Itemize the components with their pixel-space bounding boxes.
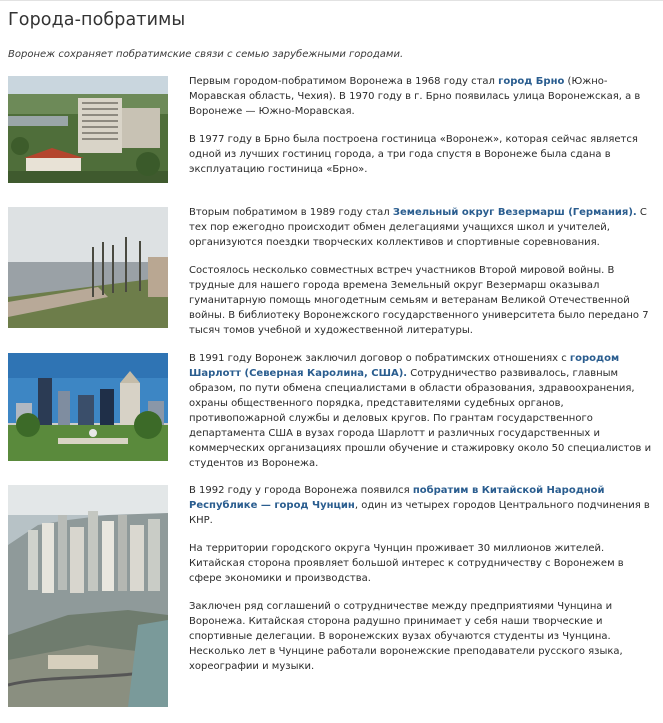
brno-photo — [8, 76, 168, 183]
chongqing-link[interactable]: побратим в Китайской Народной Республике — город Чунцин — [189, 485, 605, 511]
brno-link[interactable]: город Брно — [498, 76, 565, 87]
brno-paragraph-2: В 1977 году в Брно была построена гостиница «Воронеж», которая сейчас является одной из лучших гостиниц города, а три года спустя в Воронеже была сдана в эксплуатацию гостиница «Брно». — [189, 134, 638, 175]
brno-paragraph-1: Первым городом-побратимом Воронежа в 1968 году стал город Брно (Южно-Моравская область, Чехия). В 1970 году в г. Брно появилась улица Воронежская, а в Воронеже — Южно-Моравская. — [189, 76, 641, 117]
wesermarsch-photo — [8, 207, 168, 328]
page-title: Города-побратимы — [8, 10, 186, 30]
wesermarsch-paragraph-1: Вторым побратимом в 1989 году стал Земельный округ Везермарш (Германия). С тех пор ежегодно происходит обмен делегациями учащихся школ и учителей, организуются поездки творческих коллективов и спортивные соревнования. — [189, 207, 647, 248]
charlotte-paragraph-1: В 1991 году Воронеж заключил договор о побратимских отношениях с городом Шарлотт (Северная Каролина, США). Сотрудничество развивалось, главным образом, по пути обмена специалистами в области образования, здравоохранения, охраны общественного порядка, представителями судебных органов, противопожарной службы и деловых кругов. По грантам государственного департамента США в вузах города Шарлотт и различных государственных и коммерческих организациях прошли обучение и стажировку около 50 специалистов и студентов из Воронежа. — [189, 353, 652, 469]
wesermarsch-link[interactable]: Земельный округ Везермарш (Германия). — [392, 207, 637, 218]
chongqing-paragraph-1: В 1992 году у города Воронежа появился побратим в Китайской Народной Республике — город Чунцин, один из четырех городов Центрального подчинения в КНР. — [189, 485, 650, 526]
chongqing-paragraph-2: На территории городского округа Чунцин проживает 30 миллионов жителей. Китайская сторона проявляет большой интерес к сотрудничеству с Воронежем в сфере экономики и производства. — [189, 543, 624, 584]
wesermarsch-section — [189, 205, 655, 351]
charlotte-photo — [8, 353, 168, 461]
charlotte-link[interactable]: городом Шарлотт (Северная Каролина, США). — [189, 353, 620, 379]
chongqing-paragraph-3: Заключен ряд соглашений о сотрудничестве между предприятиями Чунцина и Воронежа. Китайская сторона радушно принимает у себя наши творческие и спортивные делегации. В воронежских вузах обучаются студенты из Чунцина. Несколько лет в Чунцине работали воронежские преподаватели русского языка, хореографии и музыки. — [189, 601, 623, 672]
brno-section — [189, 74, 655, 190]
top-divider — [0, 0, 663, 1]
chongqing-photo — [8, 485, 168, 707]
page-intro: Воронеж сохраняет побратимские связи с семью зарубежными городами. — [8, 49, 404, 60]
wesermarsch-paragraph-2: Состоялось несколько совместных встреч участников Второй мировой войны. В трудные для нашего города времена Земельный округ Везермарш оказывал гуманитарную помощь многодетным семьям и ветеранам Великой Отечественной войны. В библиотеку Воронежского государственного университета было передано 7 тысяч томов учебной и художественной литературы. — [189, 265, 649, 336]
chongqing-section — [189, 483, 655, 687]
charlotte-section — [189, 351, 655, 484]
